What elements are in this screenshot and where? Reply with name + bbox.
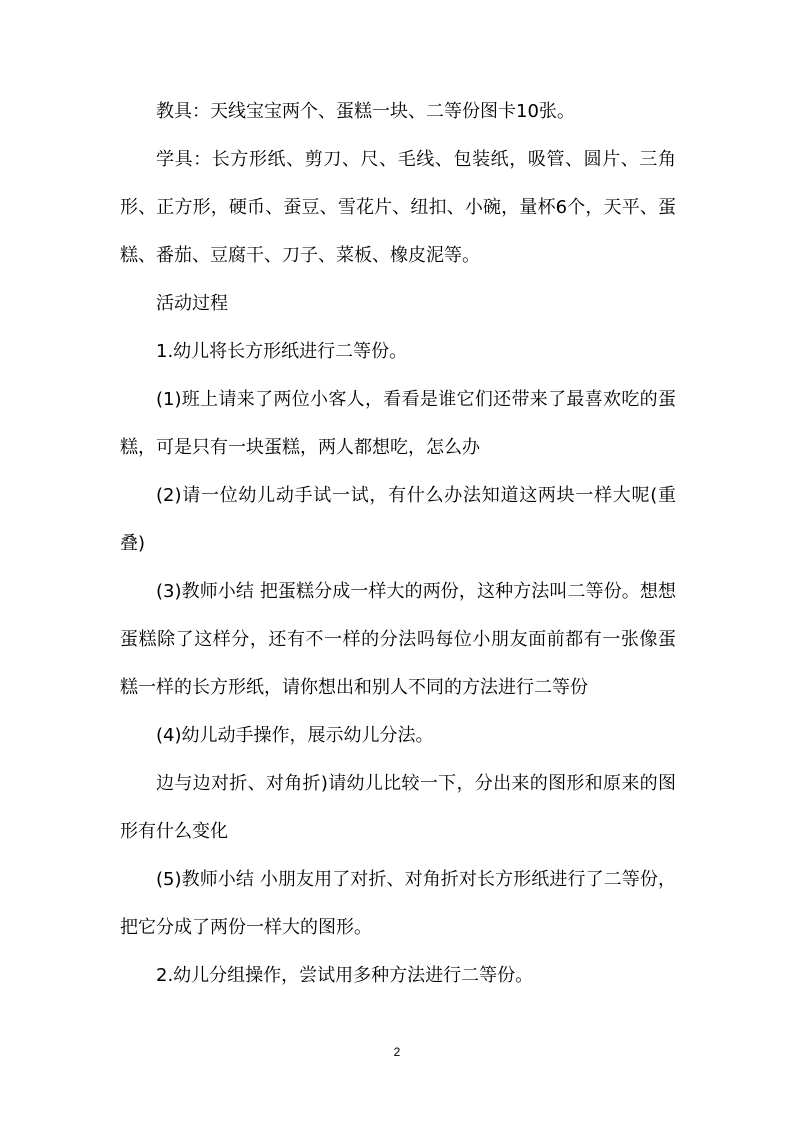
step-2-heading: 2.幼儿分组操作，尝试用多种方法进行二等份。: [156, 965, 534, 986]
step-1-item-1-paragraph: (1)班上请来了两位小客人，看看是谁它们还带来了最喜欢吃的蛋糕，可是只有一块蛋糕，两人都想吃，怎么办: [120, 389, 676, 458]
step-1-item-5-paragraph: (5)教师小结 小朋友用了对折、对角折对长方形纸进行了二等份，把它分成了两份一样大的图形。: [120, 869, 676, 938]
activity-process-heading: 活动过程: [156, 293, 228, 314]
teaching-aids-paragraph: 教具：天线宝宝两个、蛋糕一块、二等份图卡10张。: [156, 101, 575, 122]
step-1-item-4-paragraph: (4)幼儿动手操作，展示幼儿分法。: [156, 725, 434, 746]
learning-aids-paragraph: 学具：长方形纸、剪刀、尺、毛线、包装纸，吸管、圆片、三角形、正方形，硬币、蚕豆、雪花片、纽扣、小碗，量杯6个，天平、蛋糕、番茄、豆腐干、刀子、菜板、橡皮泥等。: [120, 149, 676, 266]
step-1-item-3-paragraph: (3)教师小结 把蛋糕分成一样大的两份，这种方法叫二等份。想想蛋糕除了这样分，还有不一样的分法吗每位小朋友面前都有一张像蛋糕一样的长方形纸，请你想出和别人不同的方法进行二等份: [120, 581, 676, 698]
document-body: [120, 88, 676, 1000]
step-1-heading: 1.幼儿将长方形纸进行二等份。: [156, 341, 408, 362]
folding-methods-paragraph: 边与边对折、对角折)请幼儿比较一下，分出来的图形和原来的图形有什么变化: [120, 773, 676, 842]
step-1-item-2-paragraph: (2)请一位幼儿动手试一试，有什么办法知道这两块一样大呢(重叠): [120, 485, 676, 554]
page-number: 2: [393, 1045, 401, 1059]
